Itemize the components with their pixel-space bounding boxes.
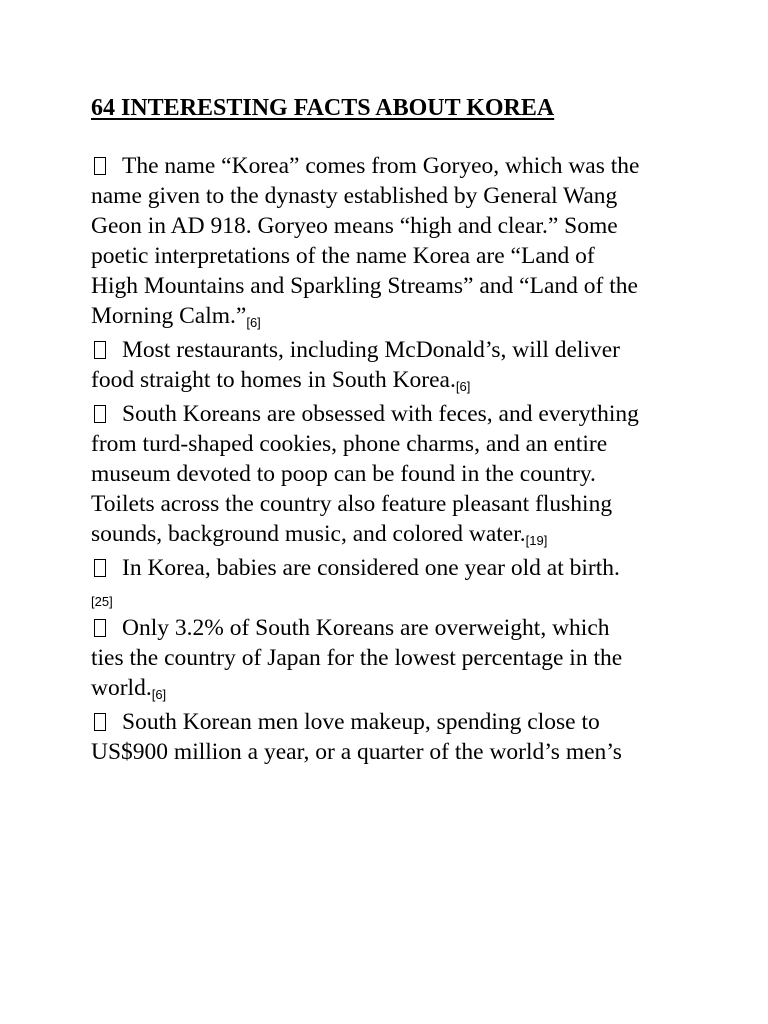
reference-marker: [6]	[151, 687, 167, 702]
fact-item	[91, 553, 691, 613]
missing-glyph-icon	[94, 157, 106, 175]
fact-text-line: Most restaurants, including McDonald’s, will deliver	[122, 337, 620, 363]
reference-marker: [19]	[525, 533, 548, 548]
fact-text-line: Morning Calm.”	[91, 303, 247, 329]
fact-text-line: Geon in AD 918. Goryeo means “high and clear.” Some	[91, 213, 618, 239]
fact-text-line: world.	[91, 675, 152, 701]
reference-marker: [25]	[91, 594, 113, 609]
reference-marker: [6]	[455, 379, 471, 394]
reference-marker: [6]	[246, 315, 261, 330]
fact-text-line: food straight to homes in South Korea.	[91, 367, 456, 393]
missing-glyph-icon	[94, 405, 106, 423]
fact-text-line: South Korean men love makeup, spending close to	[122, 709, 600, 735]
missing-glyph-icon	[94, 619, 106, 637]
fact-text-line: High Mountains and Sparkling Streams” and “Land of the	[91, 273, 638, 299]
fact-item	[91, 151, 691, 335]
fact-text-line: The name “Korea” comes from Goryeo, which was the	[122, 153, 640, 179]
fact-text-line: Only 3.2% of South Koreans are overweight, which	[122, 615, 610, 641]
document-title: 64 INTERESTING FACTS ABOUT KOREA	[91, 95, 555, 121]
fact-item	[91, 613, 691, 707]
missing-glyph-icon	[94, 713, 106, 731]
fact-item	[91, 707, 691, 767]
facts-list	[91, 151, 691, 767]
fact-text-line: poetic interpretations of the name Korea are “Land of	[91, 243, 595, 269]
missing-glyph-icon	[94, 559, 106, 577]
fact-text-line: US$900 million a year, or a quarter of the world’s men’s	[91, 739, 622, 765]
fact-item	[91, 399, 691, 553]
fact-text-line: museum devoted to poop can be found in the country.	[91, 461, 596, 487]
fact-text-line: In Korea, babies are considered one year old at birth.	[122, 555, 620, 581]
fact-text-line: sounds, background music, and colored water.	[91, 521, 526, 547]
missing-glyph-icon	[94, 341, 106, 359]
fact-text-line: Toilets across the country also feature pleasant flushing	[91, 491, 613, 517]
fact-text-line: name given to the dynasty established by General Wang	[91, 183, 618, 209]
fact-text-line: South Koreans are obsessed with feces, and everything	[122, 401, 639, 427]
fact-text-line: ties the country of Japan for the lowest percentage in the	[91, 645, 623, 671]
fact-item	[91, 335, 691, 399]
fact-text-line: from turd-shaped cookies, phone charms, and an entire	[91, 431, 608, 457]
